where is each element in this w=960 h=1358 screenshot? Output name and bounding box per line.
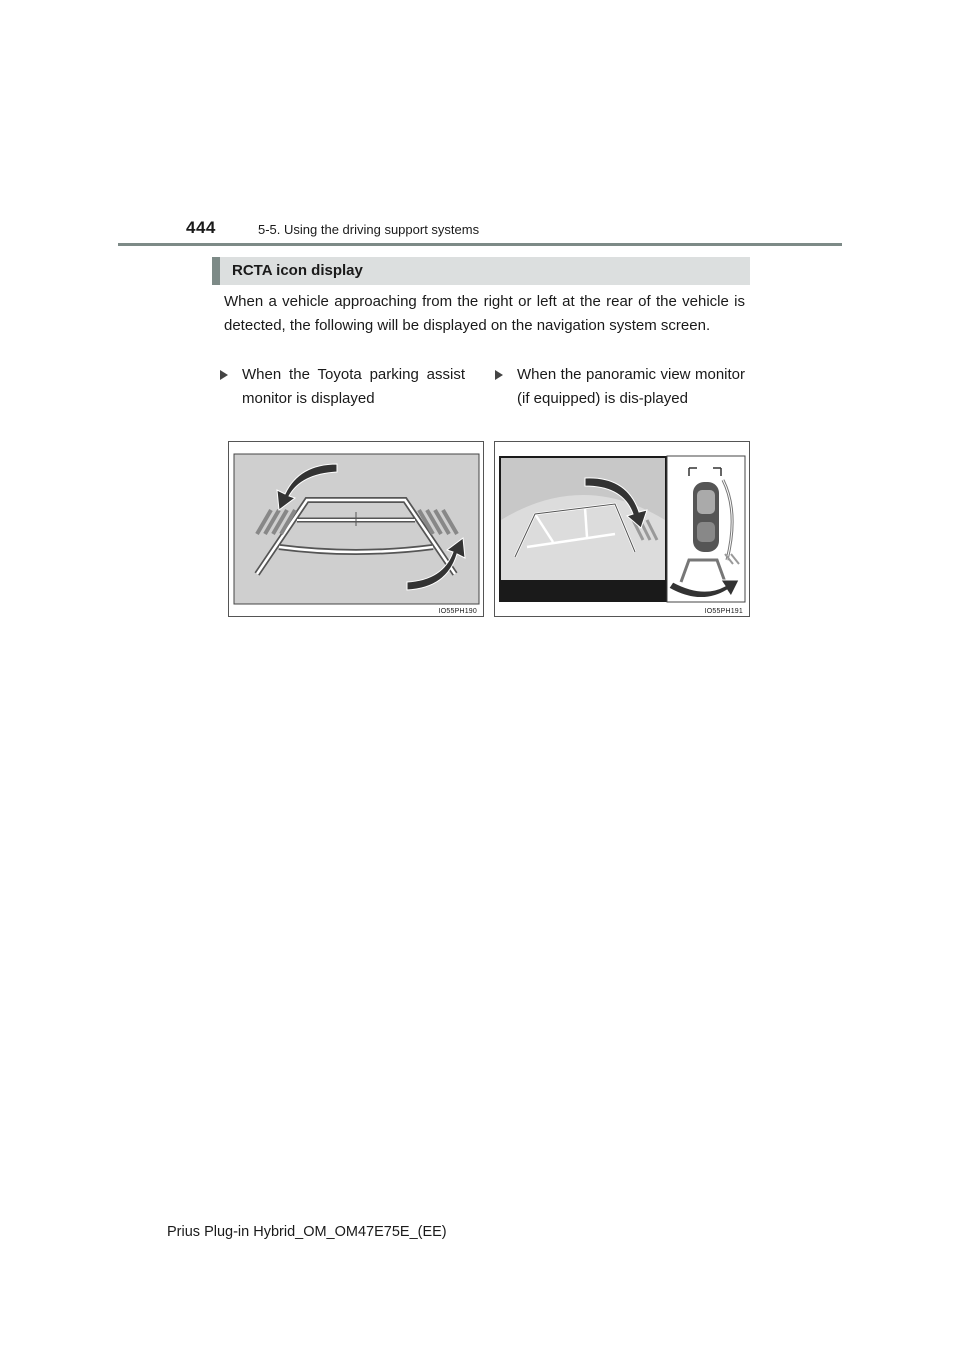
rear-camera-rcta-illustration: [229, 442, 483, 616]
bullet-text: When the Toyota parking assist monitor is displayed: [242, 366, 465, 407]
figure-parking-assist-monitor: [228, 441, 484, 617]
footer-manual-id: Prius Plug-in Hybrid_OM_OM47E75E_(EE): [167, 1224, 447, 1240]
bullet-triangle-icon: [495, 370, 503, 380]
figure-code: IO55PH190: [438, 608, 477, 615]
bullet-triangle-icon: [220, 370, 228, 380]
page-number: 444: [186, 218, 216, 237]
section-title: RCTA icon display: [232, 262, 363, 279]
chapter-title: 5-5. Using the driving support systems: [258, 222, 480, 237]
bullet-item: [517, 363, 745, 411]
bullet-item: [242, 363, 465, 411]
panoramic-view-rcta-illustration: [495, 442, 749, 616]
intro-paragraph: When a vehicle approaching from the right or left at the rear of the vehicle is detected, the following will be displayed on the navigation system screen.: [224, 293, 745, 334]
header-rule: [118, 243, 842, 246]
section-heading-bar: [212, 257, 750, 285]
bullet-text: When the panoramic view monitor (if equipped) is dis-played: [517, 366, 745, 407]
figure-panoramic-view-monitor: [494, 441, 750, 617]
figure-code: IO55PH191: [704, 608, 743, 615]
